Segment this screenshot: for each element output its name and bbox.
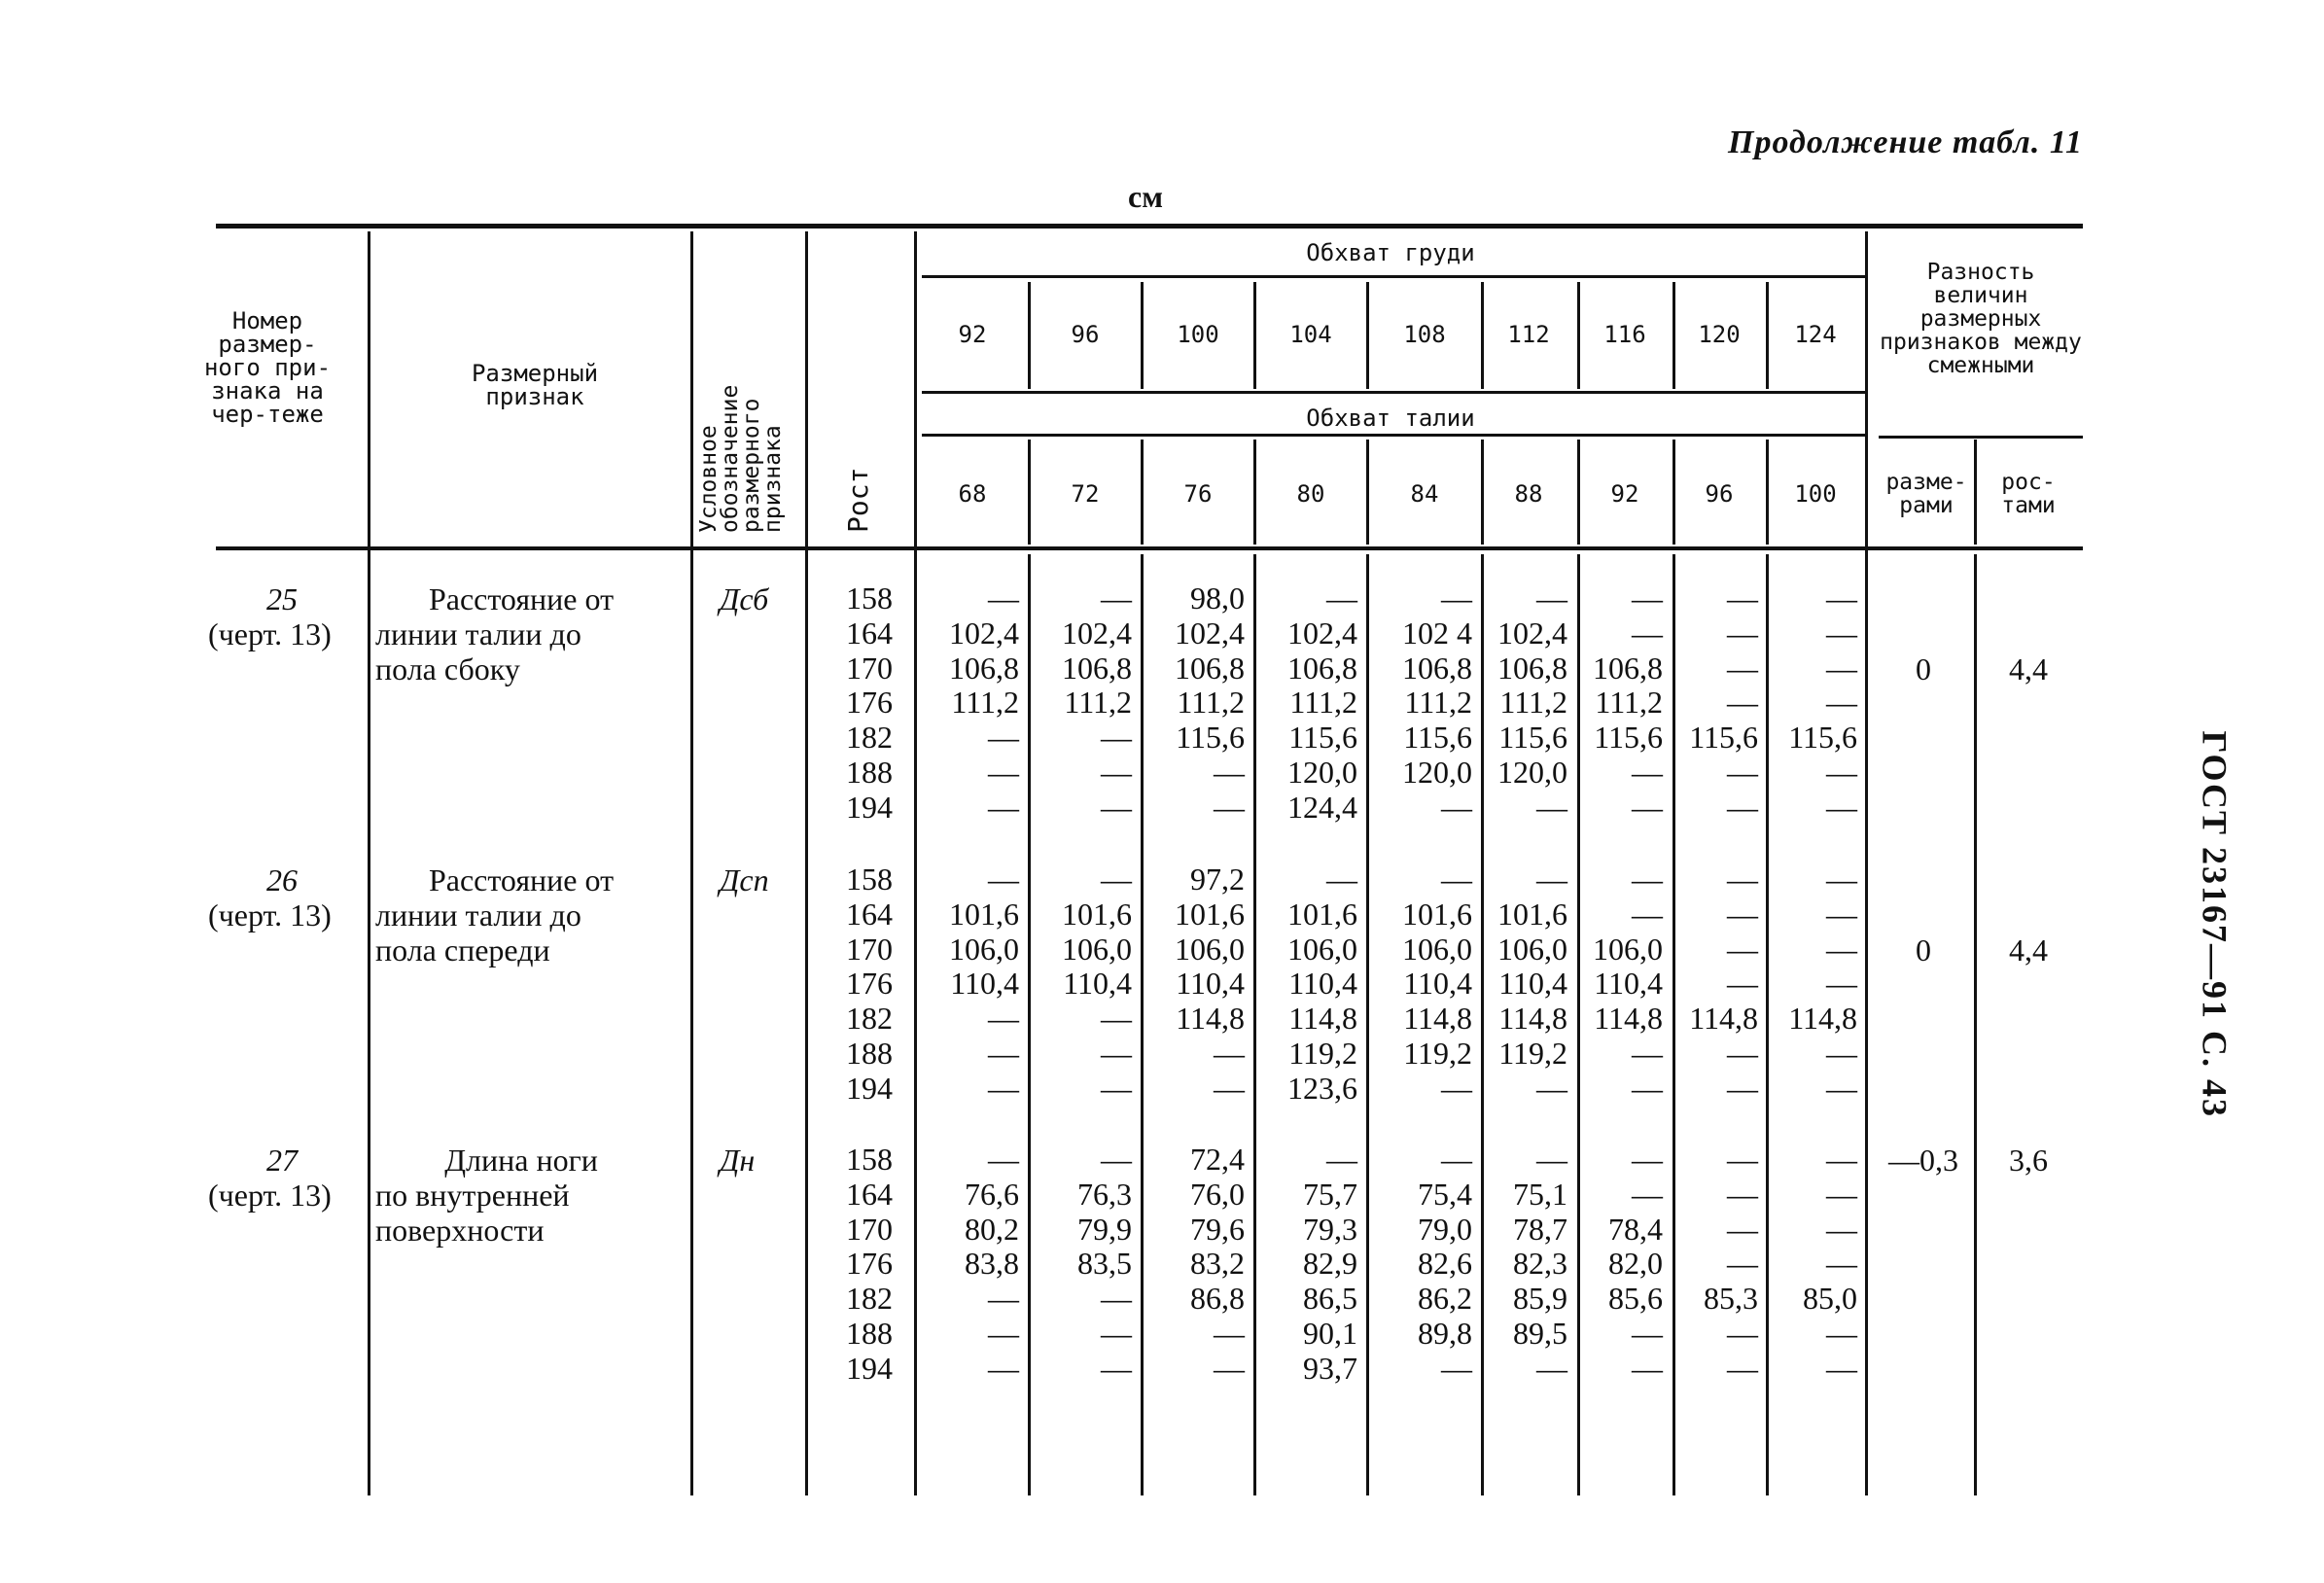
chest-value: 104: [1289, 321, 1332, 348]
col-rule: [368, 231, 370, 1495]
feature-name-line: линии талии до: [375, 897, 581, 932]
value-column: — 102,4 106,8 111,2 — — —: [949, 580, 1019, 825]
value-column: — — — — 85,0 — —: [1803, 1142, 1857, 1386]
waist-value: 72: [1071, 480, 1100, 508]
col-rule: [1028, 440, 1031, 545]
header-chest-group: Обхват груди: [1306, 239, 1475, 266]
value-column: — — — — 115,6 — —: [1788, 580, 1857, 825]
feature-name-line: Длина ноги: [444, 1143, 598, 1178]
diff-group-rule: [1879, 436, 2083, 439]
header-diff-group: Разность величин размерных признаков между смежными: [1880, 260, 2082, 378]
waist-value: 68: [958, 480, 987, 508]
col-rule: [1974, 440, 1977, 545]
value-column: — — 78,4 82,0 85,6 — —: [1608, 1142, 1663, 1386]
value-column: — — 106,8 111,2 115,6 — —: [1593, 580, 1663, 825]
value-column: — — — — 85,3 — —: [1704, 1142, 1758, 1386]
waist-value: 100: [1794, 480, 1837, 508]
diff-heights-value: 4,4: [2009, 651, 2048, 686]
waist-group-rule: [922, 434, 1865, 437]
value-column: — 75,7 79,3 82,9 86,5 90,1 93,7: [1303, 1142, 1357, 1386]
waist-top-rule: [922, 391, 1865, 394]
chest-value: 96: [1071, 321, 1100, 348]
header-waist-group: Обхват талии: [1306, 405, 1475, 432]
value-column: — 101,6 106,0 110,4 114,8 119,2 123,6: [1287, 862, 1357, 1106]
value-column: — 76,3 79,9 83,5 — — —: [1077, 1142, 1132, 1386]
feature-name-line: линии талии до: [375, 616, 581, 651]
diff-sizes-value: —0,3: [1888, 1143, 1958, 1178]
col-rule: [1974, 554, 1977, 1495]
feature-name-line: по внутренней: [375, 1178, 570, 1213]
value-column: — 75,4 79,0 82,6 86,2 89,8 —: [1418, 1142, 1472, 1386]
chest-value: 108: [1403, 321, 1446, 348]
value-column: — 101,6 106,0 110,4 114,8 119,2 —: [1497, 862, 1567, 1106]
col-rule: [1577, 282, 1580, 389]
chest-group-rule: [922, 275, 1865, 278]
feature-number: 26: [266, 862, 298, 897]
feature-name-line: поверхности: [375, 1213, 545, 1248]
value-column: — 101,6 106,0 110,4 — — —: [949, 862, 1019, 1106]
col-rule: [1253, 282, 1256, 389]
col-rule: [1673, 282, 1675, 389]
height-column: 158 164 170 176 182 188 194: [846, 580, 893, 825]
waist-value: 84: [1410, 480, 1439, 508]
header-diff-sizes: разме-рами: [1885, 470, 1967, 518]
col-rule: [1366, 440, 1369, 545]
feature-number: 27: [266, 1143, 298, 1178]
header-height: Рост: [842, 467, 874, 533]
col-rule: [1253, 440, 1256, 545]
feature-symbol: Дсб: [720, 581, 769, 616]
feature-reference: (черт. 13): [208, 1178, 332, 1213]
feature-name-line: Расстояние от: [428, 862, 615, 897]
col-rule: [1673, 440, 1675, 545]
header-diff-heights: рос-тами: [2001, 470, 2056, 518]
header-number: Номер размер-ного при-знака на чер-теже: [203, 307, 332, 428]
value-column: — 102,4 106,8 111,2 115,6 120,0 124,4: [1287, 580, 1357, 825]
col-rule: [1141, 440, 1144, 545]
col-rule: [1481, 440, 1484, 545]
chest-value: 112: [1507, 321, 1550, 348]
chest-value: 100: [1177, 321, 1219, 348]
col-rule: [1141, 282, 1144, 389]
height-column: 158 164 170 176 182 188 194: [846, 1142, 893, 1386]
diff-heights-value: 3,6: [2009, 1143, 2048, 1178]
height-column: 158 164 170 176 182 188 194: [846, 862, 893, 1106]
feature-name-line: пола спереди: [375, 932, 550, 967]
col-rule: [1865, 231, 1868, 1495]
waist-value: 76: [1183, 480, 1213, 508]
value-column: 98,0 102,4 106,8 111,2 115,6 — —: [1175, 580, 1245, 825]
value-column: — 102,4 106,8 111,2 — — —: [1062, 580, 1132, 825]
value-column: 72,4 76,0 79,6 83,2 86,8 — —: [1190, 1142, 1245, 1386]
value-column: — — — — 115,6 — —: [1689, 580, 1758, 825]
header-bottom-rule: [216, 546, 2083, 550]
feature-symbol: Дсп: [720, 862, 769, 897]
value-column: 97,2 101,6 106,0 110,4 114,8 — —: [1175, 862, 1245, 1106]
value-column: — 101,6 106,0 110,4 — — —: [1062, 862, 1132, 1106]
table-caption: Продолжение табл. 11: [1728, 124, 2083, 160]
col-rule: [1766, 282, 1769, 389]
feature-name-line: пола сбоку: [375, 651, 520, 686]
diff-sizes-value: 0: [1916, 932, 1931, 967]
unit-label: см: [1128, 179, 1163, 214]
waist-value: 92: [1610, 480, 1639, 508]
waist-value: 80: [1296, 480, 1325, 508]
header-feature: Размерный признак: [471, 360, 599, 410]
col-rule: [805, 231, 808, 1495]
chest-value: 120: [1698, 321, 1741, 348]
feature-reference: (черт. 13): [208, 616, 332, 651]
value-column: — — — — 114,8 — —: [1689, 862, 1758, 1106]
value-column: — 75,1 78,7 82,3 85,9 89,5 —: [1513, 1142, 1567, 1386]
col-rule: [690, 231, 693, 1495]
col-rule: [1766, 440, 1769, 545]
col-rule: [1481, 282, 1484, 389]
value-column: — — — — 114,8 — —: [1788, 862, 1857, 1106]
chest-value: 116: [1603, 321, 1646, 348]
value-column: — — 106,0 110,4 114,8 — —: [1593, 862, 1663, 1106]
value-column: — 101,6 106,0 110,4 114,8 119,2 —: [1402, 862, 1472, 1106]
chest-value: 92: [958, 321, 987, 348]
feature-name-line: Расстояние от: [428, 581, 615, 616]
table-top-rule: [216, 224, 2083, 229]
diff-heights-value: 4,4: [2009, 932, 2048, 967]
diff-sizes-value: 0: [1916, 651, 1931, 686]
header-symbol: Условное обозначение размерного признака: [696, 384, 786, 533]
value-column: — 102,4 106,8 111,2 115,6 120,0 —: [1497, 580, 1567, 825]
value-column: — 76,6 80,2 83,8 — — —: [965, 1142, 1019, 1386]
feature-reference: (черт. 13): [208, 897, 332, 932]
feature-symbol: Дн: [720, 1143, 756, 1178]
col-rule: [1577, 440, 1580, 545]
feature-number: 25: [266, 581, 298, 616]
side-page-number: ГОСТ 23167—91 С. 43: [2195, 730, 2234, 1118]
chest-value: 124: [1794, 321, 1837, 348]
col-rule: [1028, 282, 1031, 389]
col-rule: [1366, 282, 1369, 389]
value-column: — 102 4 106,8 111,2 115,6 120,0 —: [1402, 580, 1472, 825]
waist-value: 96: [1705, 480, 1734, 508]
waist-value: 88: [1514, 480, 1543, 508]
